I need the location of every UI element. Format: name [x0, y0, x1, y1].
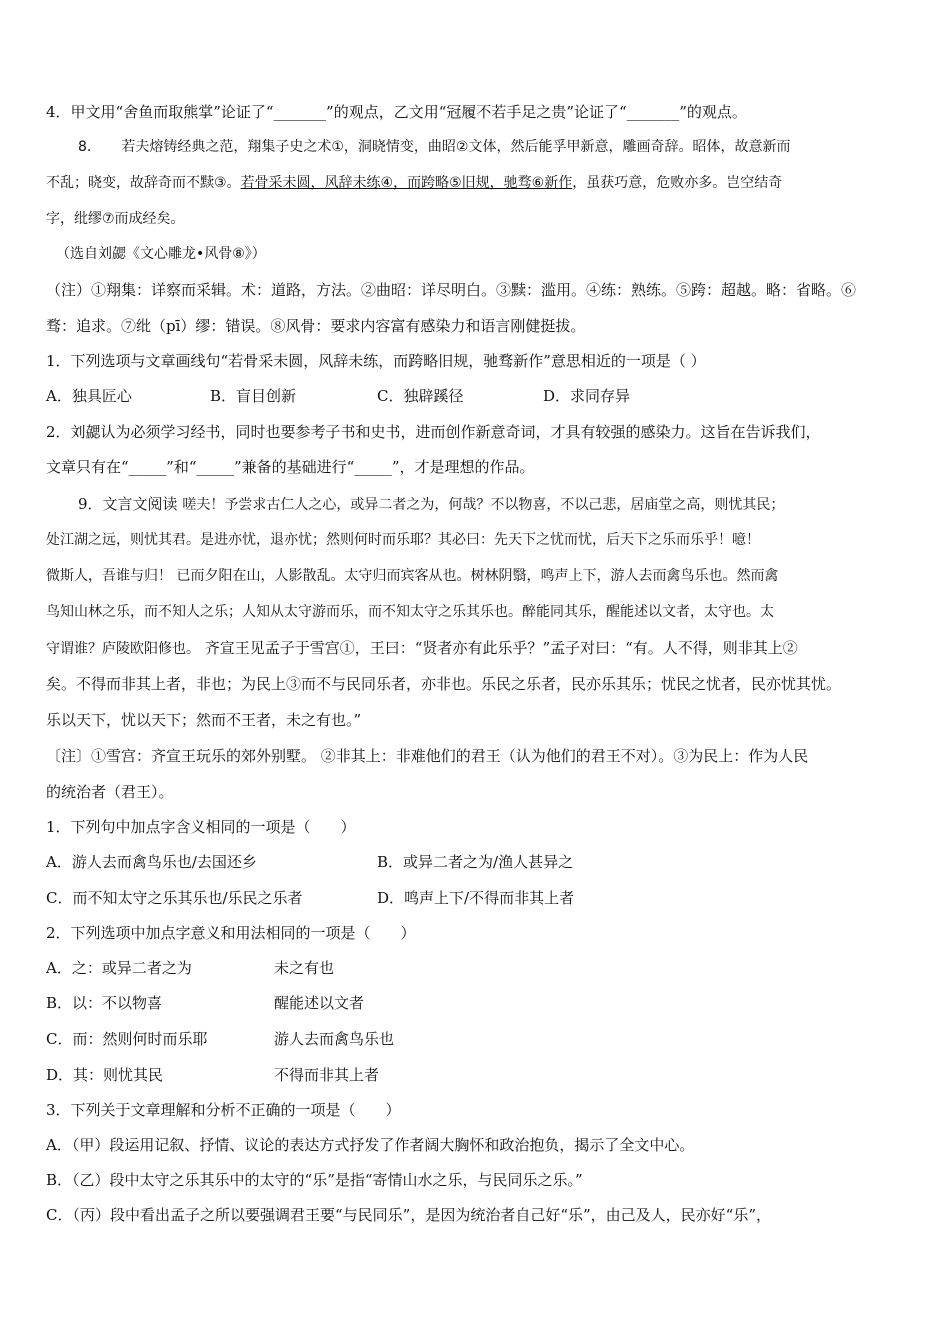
s9-q2-row-c-right: 游人去而禽鸟乐也 [274, 1030, 395, 1048]
s9-q2-row-c-left: C．而：然则何时而乐耶 [46, 1030, 208, 1048]
question-4: 4．甲文用“舍鱼而取熊掌”论证了“_______”的观点，乙文用“冠履不若手足之贵”论证了“_______”的观点。 [46, 103, 747, 121]
section-8-question-2-line-2: 文章只有在“_____”和“_____”兼备的基础进行“_____”，才是理想的作品。 [46, 458, 535, 476]
s9-q2-row-d-right: 不得而非其上者 [274, 1066, 380, 1084]
s9-q2-row-d-left: D．其：则忧其民 [46, 1066, 164, 1084]
s9-q2-row-a-left: A．之：或异二者之为 [46, 959, 192, 977]
s9-q1-option-c: C．而不知太守之乐其乐也/乐民之乐者 [46, 889, 303, 907]
underlined-sentence: 若骨采未圆，风辞未练④，而跨略⑤旧规，驰骛⑥新作 [240, 175, 573, 191]
s9-q1-option-d: D．鸣声上下/不得而非其上者 [377, 889, 575, 907]
s8-q1-option-c: C．独辟蹊径 [377, 387, 464, 405]
section-8-note-1: （注）①翔集：详察而采辑。术：道路，方法。②曲昭：详尽明白。③黩：滥用。④练：熟练。⑤跨：超越。略：省略。⑥ [46, 281, 857, 299]
s8-q1-option-a: A．独具匠心 [46, 387, 132, 405]
section-8-note-2: 骛：追求。⑦纰（pī）缪：错误。⑧风骨：要求内容富有感染力和语言刚健挺拔。 [46, 317, 586, 335]
section-8-line-1 [78, 137, 790, 157]
s9-q2-row-b-right: 醒能述以文者 [274, 994, 365, 1012]
s9-q1-option-a: A．游人去而禽鸟乐也/去国还乡 [46, 853, 257, 871]
s9-q2-row-b-left: B．以：不以物喜 [46, 994, 163, 1012]
s9-q1-option-b: B．或异二者之为/渔人甚异之 [377, 853, 574, 871]
section-9-question-2: 2．下列选项中加点字意义和用法相同的一项是（ ） [46, 924, 416, 942]
section-9-line-3: 微斯人，吾谁与归！ 已而夕阳在山，人影散乱。太守归而宾客从也。树林阴翳，鸣声上下，游人去而禽鸟乐也。然而禽 [46, 568, 779, 584]
s8-q1-option-d: D．求同存异 [543, 387, 631, 405]
section-9-line-5: 守谓谁？庐陵欧阳修也。 齐宣王见孟子于雪宫①，王曰：“贤者亦有此乐乎？”孟子对曰：“有。人不得，则非其上② [46, 639, 798, 657]
section-8-text-1: 若夫熔铸经典之范，翔集子史之术①，洞晓情变，曲昭②文体，然后能孚甲新意，雕画奇辞。昭体，故意新而 [121, 139, 791, 155]
section-9-question-3: 3．下列关于文章理解和分析不正确的一项是（ ） [46, 1101, 401, 1119]
s9-q2-row-a-right: 未之有也 [274, 959, 335, 977]
section-8-line-3: 字，纰缪⑦而成经矣。 [46, 211, 185, 227]
section-9-line-1: 9．文言文阅读 嗟夫！予尝求古仁人之心，或异二者之为，何哉？不以物喜，不以己悲，居庙堂之高，则忧其民； [78, 495, 785, 513]
section-8-number: 8. [78, 139, 92, 155]
section-9-note-2: 的统治者（君王）。 [46, 783, 174, 801]
section-9-question-1: 1．下列句中加点字含义相同的一项是（ ） [46, 818, 356, 836]
s9-q3-option-a: A．（甲）段运用记叙、抒情、议论的表达方式抒发了作者阔大胸怀和政治抱负，揭示了全文中心。 [46, 1136, 695, 1154]
section-9-line-4: 鸟知山林之乐，而不知人之乐；人知从太守游而乐，而不知太守之乐其乐也。醉能同其乐，醒能述以文者，太守也。太 [46, 604, 774, 620]
section-9-line-7: 乐以天下，忧以天下；然而不王者，未之有也。” [46, 711, 362, 729]
section-9-note-1: 〔注〕①雪宫：齐宣王玩乐的郊外别墅。 ②非其上：非难他们的君王（认为他们的君王不对）。③为民上：作为人民 [46, 747, 809, 765]
section-9-line-2: 处江湖之远，则忧其君。是进亦忧，退亦忧；然则何时而乐耶？其必曰：先天下之忧而忧，后天下之乐而乐乎！噫！ [46, 532, 760, 548]
section-8-question-2-line-1: 2．刘勰认为必须学习经书，同时也要参考子书和史书，进而创作新意奇词，才具有较强的感染力。这旨在告诉我们， [46, 423, 821, 441]
section-8-source: （选自刘勰《文心雕龙•风骨⑧》） [56, 246, 266, 262]
s9-q3-option-b: B．（乙）段中太守之乐其乐中的太守的“乐”是指“寄情山水之乐，与民同乐之乐。” [46, 1171, 583, 1189]
section-9-line-6: 矣。不得而非其上者，非也；为民上③而不与民同乐者，亦非也。乐民之乐者，民亦乐其乐；忧民之忧者，民亦忧其忧。 [46, 675, 842, 693]
section-8-question-1: 1．下列选项与文章画线句“若骨采未圆，风辞未练，而跨略旧规，驰骛新作”意思相近的一项是（ ） [46, 352, 706, 370]
s9-q3-option-c: C．（丙）段中看出孟子之所以要强调君王要“与民同乐”，是因为统治者自己好“乐”，由己及人，民亦好“乐”， [46, 1206, 771, 1224]
s8-q1-option-b: B．盲目创新 [210, 387, 297, 405]
section-9-intro: 9．文言文阅读 [78, 495, 178, 513]
section-8-line-2: 不乱；晓变，故辞奇而不黩③。若骨采未圆，风辞未练④，而跨略⑤旧规，驰骛⑥新作，虽获巧意，危败亦多。岂空结奇 [46, 175, 783, 191]
